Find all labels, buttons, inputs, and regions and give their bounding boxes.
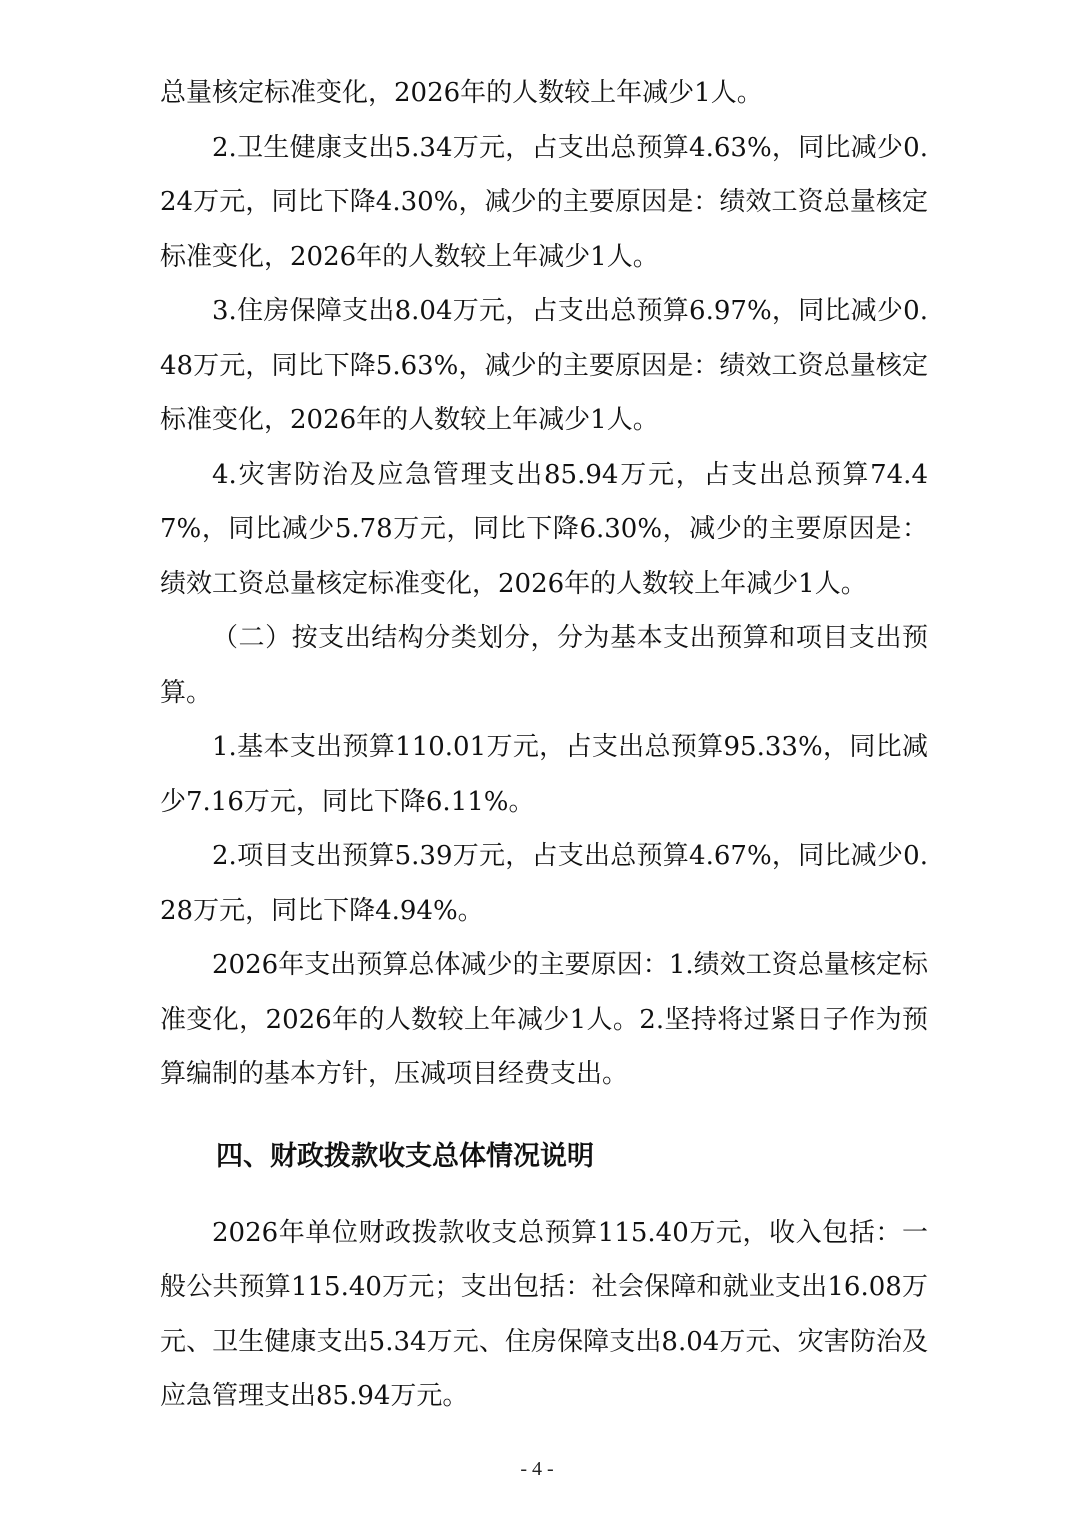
document-body (160, 66, 928, 1424)
paragraph-project-expenditure: 2.项目支出预算5.39万元，占支出总预算4.67%，同比减少0.28万元，同比下降4.94%。 (160, 841, 928, 926)
section-heading: 四、财政拨款收支总体情况说明 (216, 1140, 594, 1172)
paragraph-basic-expenditure: 1.基本支出预算110.01万元，占支出总预算95.33%，同比减少7.16万元，同比下降6.11%。 (160, 732, 928, 817)
paragraph-disaster-expenditure: 4.灾害防治及应急管理支出85.94万元，占支出总预算74.47%，同比减少5.78万元，同比下降6.30%，减少的主要原因是：绩效工资总量核定标准变化，2026年的人数较上年减少1人。 (160, 459, 928, 599)
paragraph-structure-classification: （二）按支出结构分类划分，分为基本支出预算和项目支出预算。 (160, 623, 928, 708)
paragraph-continuation: 总量核定标准变化，2026年的人数较上年减少1人。 (160, 78, 763, 108)
paragraph-fiscal-summary: 2026年单位财政拨款收支总预算115.40万元，收入包括：一般公共预算115.40万元；支出包括：社会保障和就业支出16.08万元、卫生健康支出5.34万元、住房保障支出8.04万元、灾害防治及应急管理支出85.94万元。 (160, 1217, 928, 1411)
paragraph-decrease-reasons: 2026年支出预算总体减少的主要原因：1.绩效工资总量核定标准变化，2026年的人数较上年减少1人。2.坚持将过紧日子作为预算编制的基本方针，压减项目经费支出。 (160, 950, 928, 1089)
paragraph-housing-expenditure: 3.住房保障支出8.04万元，占支出总预算6.97%，同比减少0.48万元，同比下降5.63%，减少的主要原因是：绩效工资总量核定标准变化，2026年的人数较上年减少1人。 (160, 296, 928, 435)
paragraph-health-expenditure: 2.卫生健康支出5.34万元，占支出总预算4.63%，同比减少0.24万元，同比下降4.30%，减少的主要原因是：绩效工资总量核定标准变化，2026年的人数较上年减少1人。 (160, 132, 928, 272)
page-number: - 4 - (520, 1458, 554, 1480)
